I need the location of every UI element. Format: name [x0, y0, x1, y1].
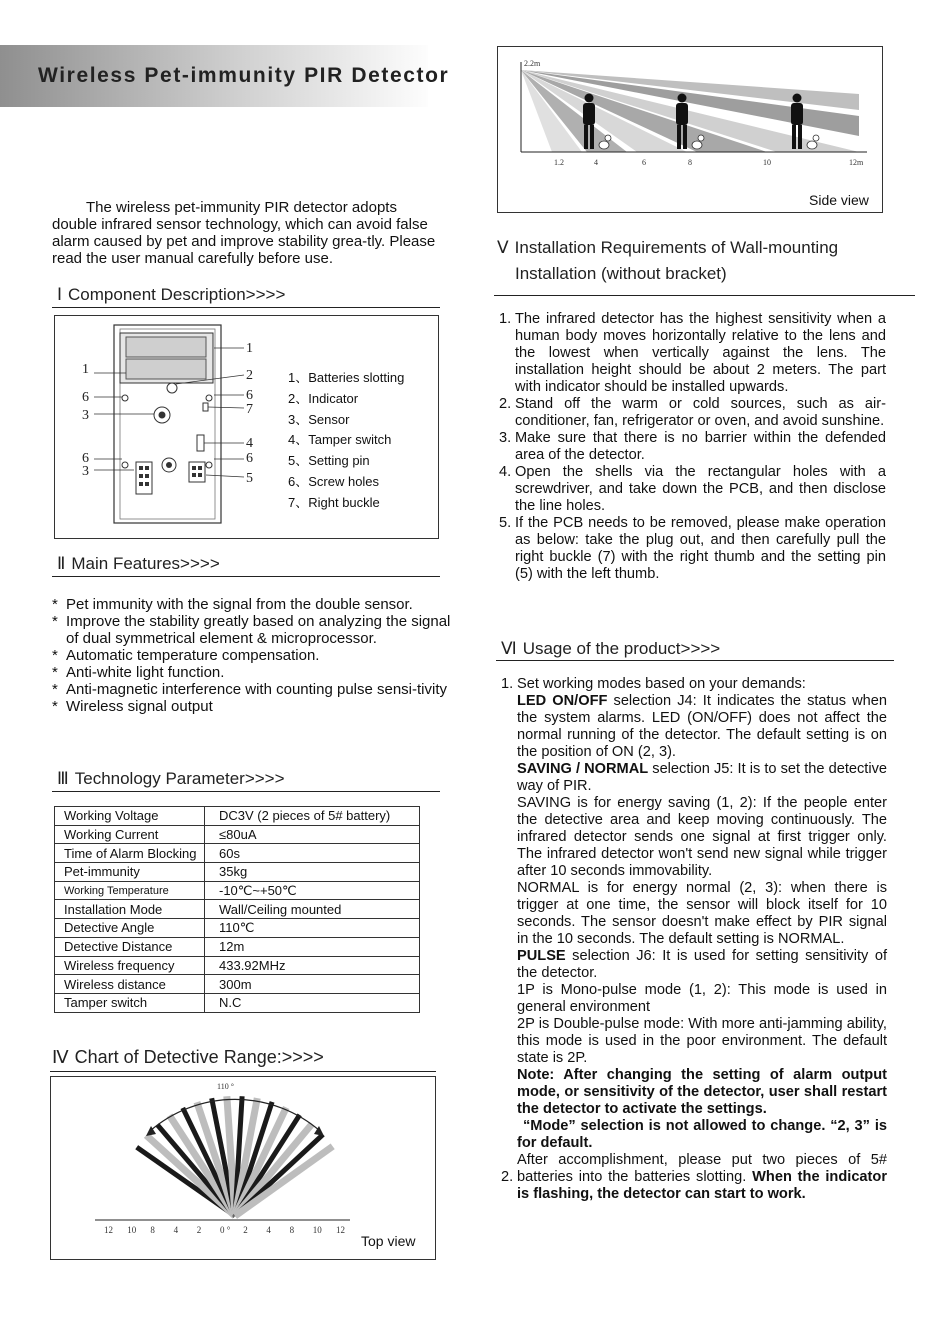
list-item: 6、Screw holes — [288, 473, 380, 489]
section-heading-installation — [497, 235, 838, 287]
param-key: Wireless distance — [55, 975, 205, 994]
section-heading-parameters — [57, 769, 285, 789]
param-value: 300m — [205, 975, 420, 994]
item-text: The infrared detector has the highest sensitivity when a human body moves horizontally relative to the lens and the lowest when vertically against the lens. The installation height should be about 2 meters. The part with indicator should be installed upwards. — [515, 311, 886, 395]
saving-detail: SAVING is for energy saving (1, 2): If the people enter the detective area and keep moving continuously. The infrared detector sends one signal at first trigger only. The infrared detector won't send new signal while trigger after 10 seconds immovability. — [517, 795, 887, 879]
list-item: 5、Setting pin — [288, 453, 370, 469]
section-label-line2: Installation (without bracket) — [515, 264, 727, 283]
list-item: 1、Batteries slotting — [288, 370, 405, 385]
bullet: * — [52, 664, 58, 681]
list-item: 2、Indicator — [288, 390, 359, 406]
section-number: Ⅲ — [57, 769, 69, 788]
normal-detail: NORMAL is for energy normal (2, 3): when there is trigger at one time, the sensor will block itself for 10 seconds. The sensor doesn't make effect by PIR signal in the 10 seconds. The default setting is NORMAL. — [517, 880, 887, 947]
tick-label: 1.2 — [554, 158, 564, 167]
section-rule — [494, 295, 915, 296]
features-list — [52, 596, 464, 715]
item-text: Open the shells via the rectangular holes with a screwdriver, and take down the PCB, and then disclose the line holes. — [515, 464, 886, 514]
diagram-number-1-right: 1 — [246, 341, 253, 356]
param-value: 35kg — [205, 863, 420, 882]
feature-text: Anti-white light function. — [66, 664, 225, 681]
list-item — [499, 311, 886, 396]
note-text: Note: After changing the setting of alarm output mode, or sensitivity of the detector, user shall restart the detector to activate the settings. — [517, 1067, 887, 1117]
tick-label: 4 — [173, 1225, 179, 1235]
section-heading-features — [57, 554, 220, 574]
pulse-text: selection J6: It is used for setting sensitivity of the detector. — [517, 948, 887, 981]
led-label: LED ON/OFF — [517, 693, 608, 709]
pulse-paragraph — [517, 948, 887, 982]
top-view-beams — [137, 1096, 333, 1216]
table-row — [55, 825, 420, 844]
item-number: 1. — [499, 311, 512, 327]
tick-label: 10 — [763, 158, 771, 167]
table-row — [55, 975, 420, 994]
tick-label: 8 — [289, 1225, 295, 1235]
section-number: Ⅳ — [52, 1047, 69, 1067]
item-text: If the PCB needs to be removed, please make operation as below: take the plug out, and then carefully pull the right buckle (7) with the right thumb and the setting pin (5) with the left thumb. — [515, 515, 886, 582]
feature-text: Pet immunity with the signal from the double sensor. — [66, 596, 413, 613]
mode-note-text: “Mode” selection is not allowed to change. “2, 3” is for default. — [517, 1118, 887, 1151]
mono-pulse-text: 1P is Mono-pulse mode (1, 2): This mode is used in general environment — [517, 982, 887, 1015]
intro-paragraph — [52, 199, 444, 267]
tick-label: 10 — [312, 1225, 322, 1235]
tick-label: 6 — [642, 158, 646, 167]
section-rule — [52, 791, 440, 792]
diagram-number-6-left-b: 6 — [82, 451, 89, 466]
list-item — [499, 464, 886, 515]
tick-label: 8 — [150, 1225, 155, 1235]
list-item — [52, 596, 464, 613]
section-number: Ⅴ — [497, 238, 509, 257]
usage-item-1 — [517, 676, 887, 1152]
table-row — [55, 863, 420, 882]
table-row — [55, 937, 420, 956]
section-rule — [50, 1071, 436, 1072]
section-label: Main Features>>>> — [71, 554, 220, 573]
diagram-number-5-right: 5 — [246, 471, 253, 486]
list-item — [501, 1152, 887, 1203]
item-text: Make sure that there is no barrier within the defended area of the detector. — [515, 430, 886, 463]
saving-paragraph — [517, 761, 887, 795]
table-row — [55, 900, 420, 919]
section-label: Installation Requirements of Wall-mounting — [514, 238, 839, 257]
feature-text: Automatic temperature compensation. — [66, 647, 320, 664]
param-value: Wall/Ceiling mounted — [205, 900, 420, 919]
list-item: 7、Right buckle — [288, 494, 380, 510]
list-item — [501, 676, 887, 1152]
bullet: * — [52, 647, 58, 664]
section-rule — [52, 307, 440, 308]
page-title: Wireless Pet-immunity PIR Detector — [38, 64, 450, 87]
param-key: Installation Mode — [55, 900, 205, 919]
bullet: * — [52, 698, 58, 715]
param-key: Pet-immunity — [55, 863, 205, 882]
item-number: 1. — [501, 676, 514, 692]
param-key: Wireless frequency — [55, 956, 205, 975]
item-number: 4. — [499, 464, 512, 480]
param-key: Time of Alarm Blocking — [55, 844, 205, 863]
list-item — [499, 430, 886, 464]
section-label: Chart of Detective Range:>>>> — [74, 1047, 324, 1067]
param-key: Detective Angle — [55, 919, 205, 938]
table-row — [55, 956, 420, 975]
item-text: Stand off the warm or cold sources, such as air-conditioner, fan, refrigerator or oven, and avoid sunshine. — [515, 396, 886, 429]
tick-label: 4 — [266, 1225, 271, 1235]
installation-requirements — [499, 311, 886, 583]
tick-label: 8 — [688, 158, 692, 167]
feature-text: Anti-magnetic interference with counting pulse sensi-tivity — [66, 681, 448, 698]
section-number: Ⅵ — [501, 639, 517, 658]
side-view-ticks — [554, 158, 864, 167]
usage-item-2 — [517, 1152, 887, 1203]
list-item: 3、Sensor — [288, 411, 350, 427]
list-item — [499, 515, 886, 583]
usage-intro: Set working modes based on your demands: — [517, 676, 806, 692]
tick-label: 0 ° — [220, 1225, 231, 1235]
feature-text: Improve the stability greatly based on analyzing the signal of dual symmetrical element & microprocessor. — [66, 613, 451, 647]
intro-text: The wireless pet-immunity PIR detector adopts double infrared sensor technology, which can avoid false alarm caused by pet and improve stability grea-tly. Please read the user manual carefully before use. — [52, 199, 436, 267]
section-heading-components — [57, 285, 285, 305]
table-row — [55, 919, 420, 938]
angle-label: 110 ° — [217, 1082, 234, 1091]
table-row — [55, 881, 420, 900]
item-number: 2. — [501, 1169, 514, 1185]
diagram-number-4-right: 4 — [246, 436, 253, 451]
diagram-number-6-right: 6 — [246, 388, 253, 403]
diagram-number-3-left-b: 3 — [82, 464, 89, 479]
side-view-beams — [521, 70, 859, 152]
bullet: * — [52, 596, 58, 613]
section-label: Component Description>>>> — [68, 285, 286, 304]
item-number: 5. — [499, 515, 512, 531]
list-item — [52, 681, 464, 698]
double-pulse-text: 2P is Double-pulse mode: With more anti-jamming ability, this mode is used in the poor environment. The default state is 2P. — [517, 1016, 887, 1066]
diagram-number-3-left: 3 — [82, 408, 89, 423]
tick-label: 12m — [849, 158, 864, 167]
section-heading-range — [52, 1047, 324, 1068]
param-key: Working Voltage — [55, 807, 205, 826]
section-rule — [496, 660, 894, 661]
section-label: Usage of the product>>>> — [522, 639, 721, 658]
after-text: After accomplishment, please put two pieces of 5# batteries into the batteries slotting. — [517, 1152, 887, 1185]
item-number: 3. — [499, 430, 512, 446]
section-rule — [52, 576, 440, 577]
diagram-number-1-left: 1 — [82, 362, 89, 377]
pulse-label: PULSE — [517, 948, 566, 964]
section-label: Technology Parameter>>>> — [74, 769, 285, 788]
tick-label: 2 — [196, 1225, 202, 1235]
param-key: Working Temperature — [55, 881, 205, 900]
param-value: 60s — [205, 844, 420, 863]
top-view-ticks — [104, 1225, 345, 1235]
table-row — [55, 807, 420, 826]
list-item: 4、Tamper switch — [288, 432, 392, 448]
section-heading-usage — [501, 639, 720, 659]
feature-text: Wireless signal output — [66, 698, 213, 715]
tick-label: 2 — [243, 1225, 248, 1235]
led-paragraph — [517, 693, 887, 761]
list-item — [52, 613, 464, 647]
table-row — [55, 993, 420, 1012]
component-list — [288, 368, 404, 514]
tick-label: 4 — [594, 158, 598, 167]
item-number: 2. — [499, 396, 512, 412]
param-value: 110℃ — [205, 919, 420, 938]
height-label: 2.2m — [524, 59, 541, 68]
list-item — [499, 396, 886, 430]
list-item — [52, 647, 464, 664]
param-value: -10℃~+50℃ — [205, 881, 420, 900]
top-view-caption: Top view — [361, 1233, 416, 1249]
bullet: * — [52, 681, 58, 698]
usage-content — [501, 676, 887, 1203]
section-number: Ⅰ — [57, 285, 63, 304]
param-value: 12m — [205, 937, 420, 956]
tick-label: 12 — [104, 1225, 113, 1235]
list-item — [52, 664, 464, 681]
after-paragraph — [517, 1152, 887, 1203]
side-view-chart — [497, 46, 885, 214]
table-row — [55, 844, 420, 863]
saving-text: selection J5: It is to set the detective way of PIR. — [517, 761, 887, 794]
saving-label: SAVING / NORMAL — [517, 761, 649, 777]
diagram-number-7-right: 7 — [246, 402, 253, 417]
param-key: Working Current — [55, 825, 205, 844]
after-bold-text: When the indicator is flashing, the detector can start to work. — [517, 1169, 888, 1202]
param-value: N.C — [205, 993, 420, 1012]
param-key: Detective Distance — [55, 937, 205, 956]
param-value: 433.92MHz — [205, 956, 420, 975]
tick-label: 10 — [127, 1225, 137, 1235]
bullet: * — [52, 613, 58, 630]
param-key: Tamper switch — [55, 993, 205, 1012]
led-text: selection J4: It indicates the status when the system alarms. LED (ON/OFF) does not affect the normal running of the detector. The default setting is on the position of ON (2, 3). — [517, 693, 887, 760]
diagram-number-6-left: 6 — [82, 390, 89, 405]
parameter-table — [54, 806, 420, 1013]
diagram-number-2-right: 2 — [246, 368, 253, 383]
param-value: DC3V (2 pieces of 5# battery) — [205, 807, 420, 826]
side-view-caption: Side view — [809, 192, 869, 208]
list-item — [52, 698, 464, 715]
section-number: Ⅱ — [57, 554, 66, 573]
param-value: ≤80uA — [205, 825, 420, 844]
tick-label: 12 — [336, 1225, 345, 1235]
diagram-number-6-right-b: 6 — [246, 451, 253, 466]
